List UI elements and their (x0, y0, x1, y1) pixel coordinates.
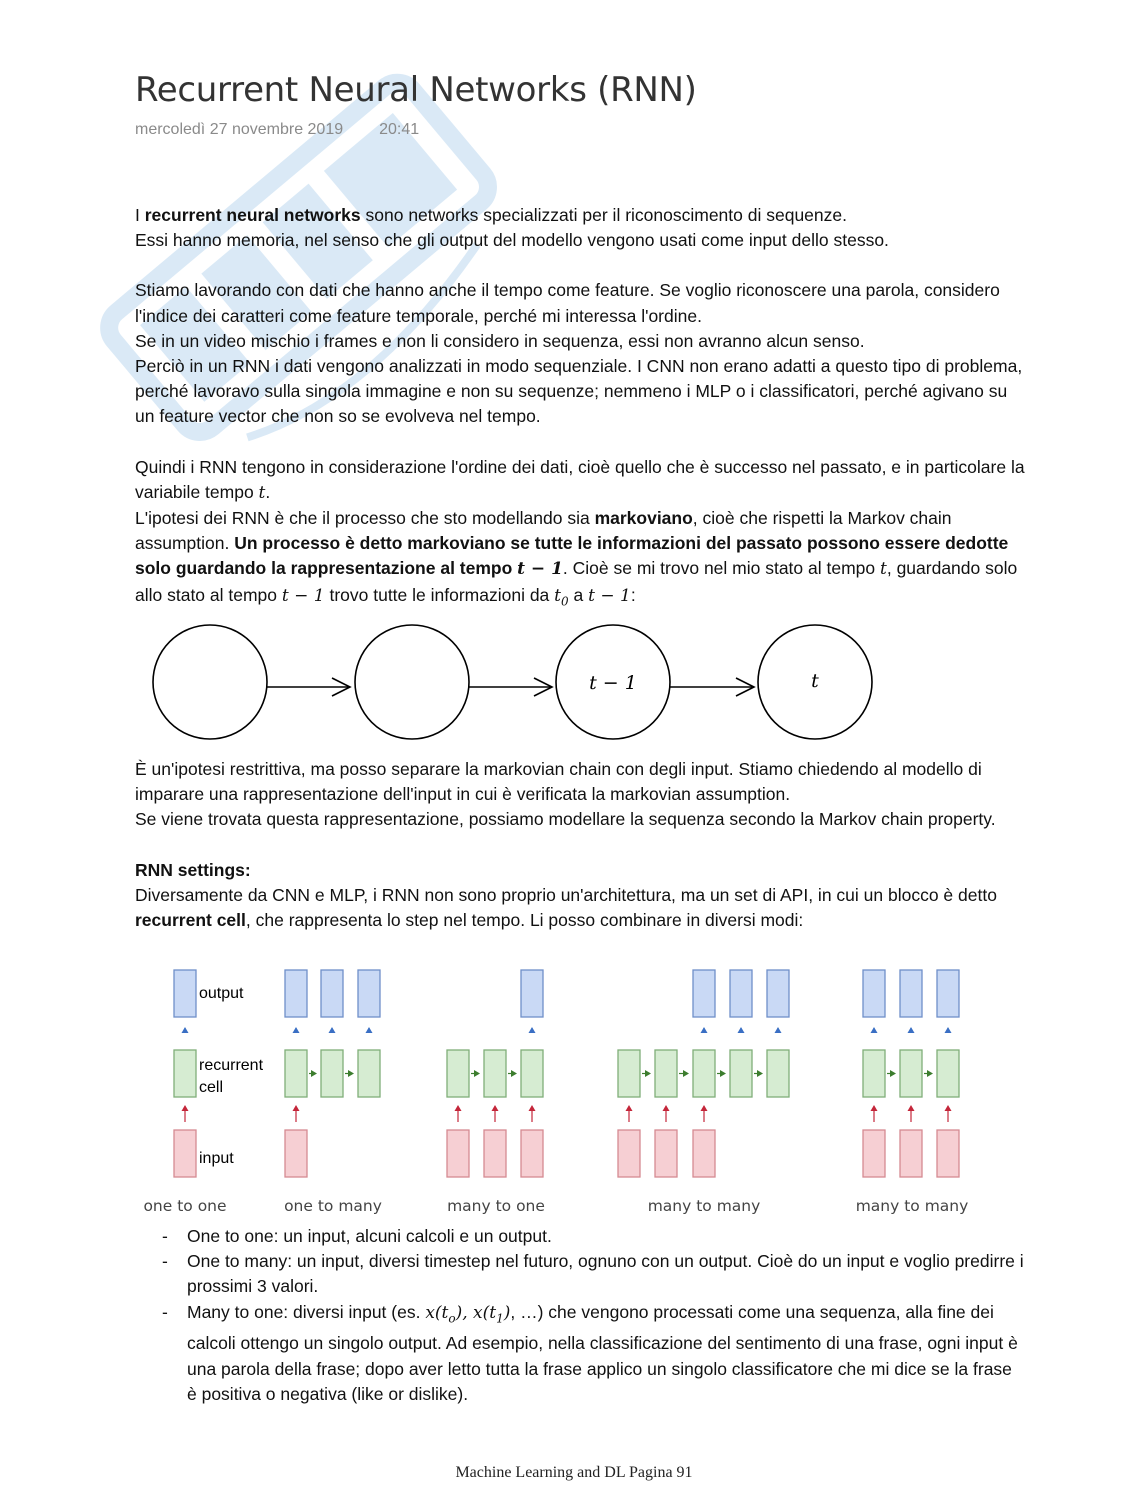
paragraph: Perciò in un RNN i dati vengono analizzati in modo sequenziale. I CNN non erano adatti a questo tipo di problema, perché lavoravo sulla singola immagine e non su sequenze; nemmeno i MLP o i classificatori, perché agivano su un feature vector che non so se evolveva nel tempo. (135, 356, 1023, 427)
recurrence-arrowhead (511, 1070, 517, 1077)
recurrent-cell-block (358, 1050, 380, 1097)
output-block (900, 970, 922, 1017)
recurrent-cell-block (863, 1050, 885, 1097)
flow-arrowhead (626, 1105, 633, 1111)
output-block (285, 970, 307, 1017)
input-block (174, 1130, 196, 1177)
recurrence-arrowhead (311, 1070, 317, 1077)
recurrent-cell-block (174, 1050, 196, 1097)
rnn-configurations-figure (135, 962, 985, 1220)
recurrent-cell-block (693, 1050, 715, 1097)
markov-chain-diagram (140, 615, 890, 745)
flow-arrowhead (701, 1027, 708, 1033)
flow-arrowhead (492, 1105, 499, 1111)
recurrent-cell-block (937, 1050, 959, 1097)
recurrent-cell-block (521, 1050, 543, 1097)
recurrence-arrowhead (348, 1070, 354, 1077)
flow-arrowhead (871, 1027, 878, 1033)
flow-arrowhead (182, 1027, 189, 1033)
flow-arrowhead (908, 1027, 915, 1033)
paragraph: Essi hanno memoria, nel senso che gli output del modello vengono usati come input dello stesso. (135, 230, 889, 251)
flow-arrowhead (945, 1027, 952, 1033)
recurrent-cell-block (321, 1050, 343, 1097)
page-date: mercoledì 27 novembre 2019 (135, 121, 344, 138)
input-block (447, 1130, 469, 1177)
paragraph: Se viene trovata questa rappresentazione, possiamo modellare la sequenza secondo la Markov chain property. (135, 809, 996, 830)
recurrence-arrowhead (757, 1070, 763, 1077)
recurrent-cell-block (447, 1050, 469, 1097)
recurrent-cell-block (767, 1050, 789, 1097)
caption-one-to-many: one to many (284, 1197, 382, 1215)
output-block (174, 970, 196, 1017)
input-block (521, 1130, 543, 1177)
flow-arrowhead (455, 1105, 462, 1111)
chain-node (355, 625, 469, 739)
flow-arrowhead (366, 1027, 373, 1033)
label-input: input (199, 1150, 234, 1167)
recurrent-cell-block (900, 1050, 922, 1097)
output-block (358, 970, 380, 1017)
input-block (900, 1130, 922, 1177)
flow-arrowhead (529, 1027, 536, 1033)
caption-one-to-one: one to one (143, 1197, 227, 1215)
recurrent-cell-block (618, 1050, 640, 1097)
recurrence-arrowhead (474, 1070, 480, 1077)
flow-arrowhead (775, 1027, 782, 1033)
output-block (693, 970, 715, 1017)
output-block (321, 970, 343, 1017)
flow-arrowhead (701, 1105, 708, 1111)
caption-many-to-many-2: many to many (855, 1197, 969, 1215)
output-block (521, 970, 543, 1017)
section-heading: RNN settings: (135, 859, 251, 880)
note-body (135, 203, 1025, 614)
chain-node-label: t (811, 670, 819, 692)
flow-arrowhead (908, 1105, 915, 1111)
flow-arrowhead (738, 1027, 745, 1033)
page-time: 20:41 (379, 121, 420, 138)
flow-arrowhead (663, 1105, 670, 1111)
flow-arrowhead (293, 1105, 300, 1111)
output-block (730, 970, 752, 1017)
caption-many-to-many-1: many to many (647, 1197, 761, 1215)
rnn-modes-list (135, 1224, 1025, 1407)
flow-arrowhead (329, 1027, 336, 1033)
input-block (937, 1130, 959, 1177)
input-block (655, 1130, 677, 1177)
input-block (863, 1130, 885, 1177)
input-block (618, 1130, 640, 1177)
paragraph: L'ipotesi dei RNN è che il processo che sto modellando sia markoviano, cioè che rispetti la Markov chain assumption. Un processo è detto markoviano se tutte le informazioni del passato possono essere dedotte solo guardando la rappresentazione al tempo t − 1. Cioè se mi trovo nel mio stato al tempo t, guardando solo allo stato al tempo t − 1 trovo tutte le informazioni da $t_0$ a t − 1: (135, 508, 1018, 609)
recurrence-arrowhead (683, 1070, 689, 1077)
flow-arrowhead (871, 1105, 878, 1111)
input-block (285, 1130, 307, 1177)
input-block (693, 1130, 715, 1177)
caption-many-to-one: many to one (447, 1197, 545, 1215)
paragraph: I recurrent neural networks sono networks specializzati per il riconoscimento di sequenze. (135, 205, 847, 225)
paragraph: Diversamente da CNN e MLP, i RNN non sono proprio un'architettura, ma un set di API, in cui un blocco è detto recurrent cell, che rappresenta lo step nel tempo. Li posso combinare in diversi modi: (135, 884, 997, 931)
chain-node (153, 625, 267, 739)
chain-node-label: t − 1 (589, 672, 637, 694)
flow-arrowhead (529, 1105, 536, 1111)
page-footer: Machine Learning and DL Pagina 91 (455, 1464, 693, 1481)
note-body-continued (135, 757, 1025, 933)
paragraph: Se in un video mischio i frames e non li considero in sequenza, essi non avranno alcun senso. (135, 330, 865, 351)
recurrent-cell-block (285, 1050, 307, 1097)
paragraph: Stiamo lavorando con dati che hanno anche il tempo come feature. Se voglio riconoscere una parola, considero l'indice dei caratteri come feature temporale, perché mi interessa l'ordine. (135, 280, 1000, 326)
label-recurrent-cell: recurrent (199, 1057, 264, 1074)
recurrent-cell-block (484, 1050, 506, 1097)
output-block (937, 970, 959, 1017)
paragraph: È un'ipotesi restrittiva, ma posso separare la markovian chain con degli input. Stiamo chiedendo al modello di imparare una rappresentazione dell'input in cui è verificata la markovian assumption. (135, 759, 982, 805)
output-block (767, 970, 789, 1017)
label-output: output (199, 985, 244, 1002)
paragraph: Quindi i RNN tengono in considerazione l'ordine dei dati, cioè quello che è successo nel passato, e in particolare la variabile tempo t. (135, 456, 1025, 503)
recurrent-cell-block (730, 1050, 752, 1097)
flow-arrowhead (293, 1027, 300, 1033)
page-timestamp (135, 121, 419, 139)
recurrence-arrowhead (720, 1070, 726, 1077)
list-item: - One to one: un input, alcuni calcoli e un output. (162, 1226, 552, 1246)
recurrence-arrowhead (927, 1070, 933, 1077)
recurrence-arrowhead (645, 1070, 651, 1077)
recurrence-arrowhead (890, 1070, 896, 1077)
list-item: - One to many: un input, diversi timestep nel futuro, ognuno con un output. Cioè do un input e voglio predirre i prossimi 3 valori. (162, 1251, 1024, 1297)
recurrent-cell-block (655, 1050, 677, 1097)
label-recurrent-cell-2: cell (199, 1079, 224, 1096)
page-title: Recurrent Neural Networks (RNN) (135, 70, 697, 110)
flow-arrowhead (945, 1105, 952, 1111)
output-block (863, 970, 885, 1017)
input-block (484, 1130, 506, 1177)
list-item: - Many to one: diversi input (es. $x(t_o)$, $x(t_1)$, …) che vengono processati come una sequenza, alla fine dei calcoli ottengo un singolo output. Ad esempio, nella classificazione del sentimento di una frase, ogni input è una parola della frase; dopo aver letto tutta la frase applico un singolo classificatore che mi dice se la frase è positiva o negativa (like or dislike). (162, 1301, 1018, 1404)
flow-arrowhead (182, 1105, 189, 1111)
